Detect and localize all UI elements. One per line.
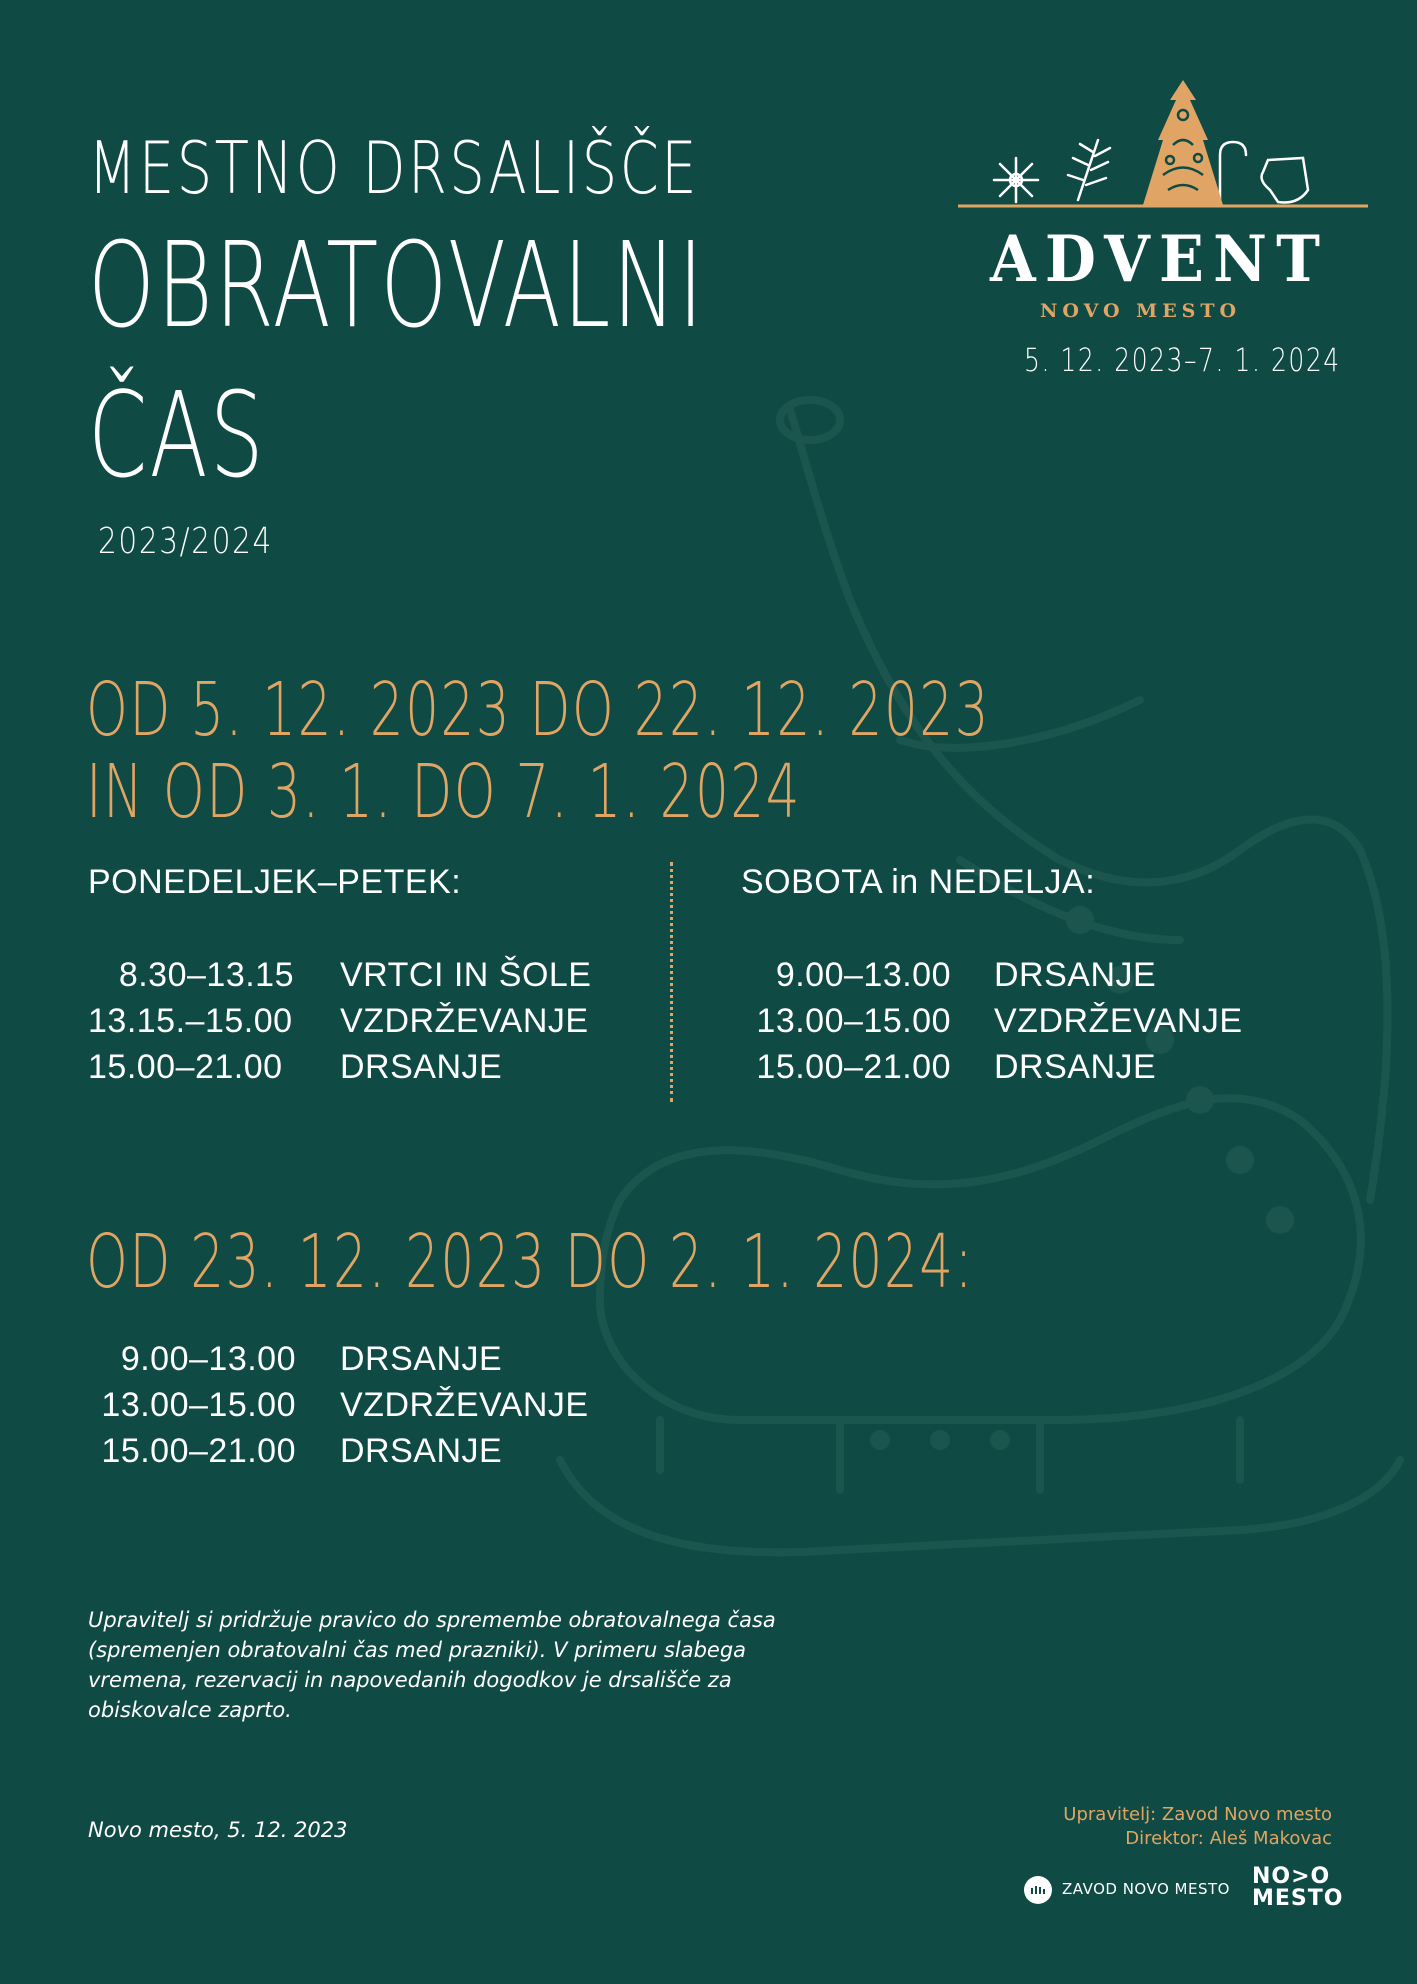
schedule-row <box>88 1431 503 1471</box>
period1-heading-line1: OD 5. 12. 2023 DO 22. 12. 2023 <box>86 667 990 753</box>
schedule-row <box>88 1001 589 1041</box>
advent-decoration-icon <box>958 80 1368 210</box>
schedule-activity: DRSANJE <box>994 1048 1157 1086</box>
title-line-1: OBRATOVALNI <box>88 216 706 354</box>
title-line-2: ČAS <box>88 366 266 504</box>
schedule-row <box>88 1047 503 1087</box>
period2-heading: OD 23. 12. 2023 DO 2. 1. 2024: <box>86 1219 974 1305</box>
schedule-time: 15.00–21.00 <box>101 1432 296 1470</box>
schedule-row <box>741 955 1157 995</box>
advent-logo-title: ADVENT <box>990 222 1330 297</box>
place-date: Novo mesto, 5. 12. 2023 <box>88 1818 348 1842</box>
advent-dates: 5. 12. 2023–7. 1. 2024 <box>1024 341 1341 379</box>
director-line: Direktor: Aleš Makovac <box>1125 1828 1332 1849</box>
schedule-activity: DRSANJE <box>340 1432 503 1470</box>
schedule-activity: VZDRŽEVANJE <box>340 1386 589 1424</box>
schedule-time: 13.15.–15.00 <box>88 1002 293 1040</box>
schedule-time: 13.00–15.00 <box>756 1002 951 1040</box>
column-divider <box>670 862 673 1102</box>
disclaimer-note: Upravitelj si pridržuje pravico do spremembe obratovalnega časa (spremenjen obratovalni čas med prazniki). V primeru slabega vremena, rezervacij in napovedanih dogodkov je drsališče za obiskovalce zaprto. <box>88 1608 776 1722</box>
schedule-time: 9.00–13.00 <box>120 1340 296 1378</box>
manager-line: Upravitelj: Zavod Novo mesto <box>1063 1804 1332 1825</box>
schedule-row <box>741 1001 1243 1041</box>
schedule-row <box>88 1385 589 1425</box>
novo-mesto-logo-line2: MESTO <box>1252 1886 1344 1911</box>
schedule-time: 8.30–13.15 <box>118 956 294 994</box>
novo-mesto-logo-line1: NO>O <box>1252 1864 1331 1889</box>
season: 2023/2024 <box>98 521 273 562</box>
schedule-time: 13.00–15.00 <box>101 1386 296 1424</box>
schedule-row <box>741 1047 1157 1087</box>
schedule-activity: DRSANJE <box>340 1048 503 1086</box>
schedule-time: 15.00–21.00 <box>88 1048 283 1086</box>
schedule-time: 9.00–13.00 <box>775 956 951 994</box>
period1-heading-line2: IN OD 3. 1. DO 7. 1. 2024 <box>86 749 801 835</box>
schedule-activity: DRSANJE <box>994 956 1157 994</box>
schedule-activity: VRTCI IN ŠOLE <box>340 956 592 994</box>
rink-name: MESTNO DRSALIŠČE <box>88 126 699 210</box>
advent-logo-subtitle: NOVO MESTO <box>1040 300 1242 322</box>
schedule-row <box>88 1339 503 1379</box>
schedule-activity: VZDRŽEVANJE <box>340 1002 589 1040</box>
schedule-activity: VZDRŽEVANJE <box>994 1002 1243 1040</box>
zavod-logo-icon <box>1024 1876 1052 1904</box>
zavod-logo-text: ZAVOD NOVO MESTO <box>1062 1880 1230 1898</box>
novo-mesto-logo <box>1252 1866 1343 1910</box>
schedule-row <box>88 955 592 995</box>
weekend-label: SOBOTA in NEDELJA: <box>741 863 1096 901</box>
schedule-time: 15.00–21.00 <box>756 1048 951 1086</box>
schedule-activity: DRSANJE <box>340 1340 503 1378</box>
weekday-label: PONEDELJEK–PETEK: <box>88 863 462 901</box>
